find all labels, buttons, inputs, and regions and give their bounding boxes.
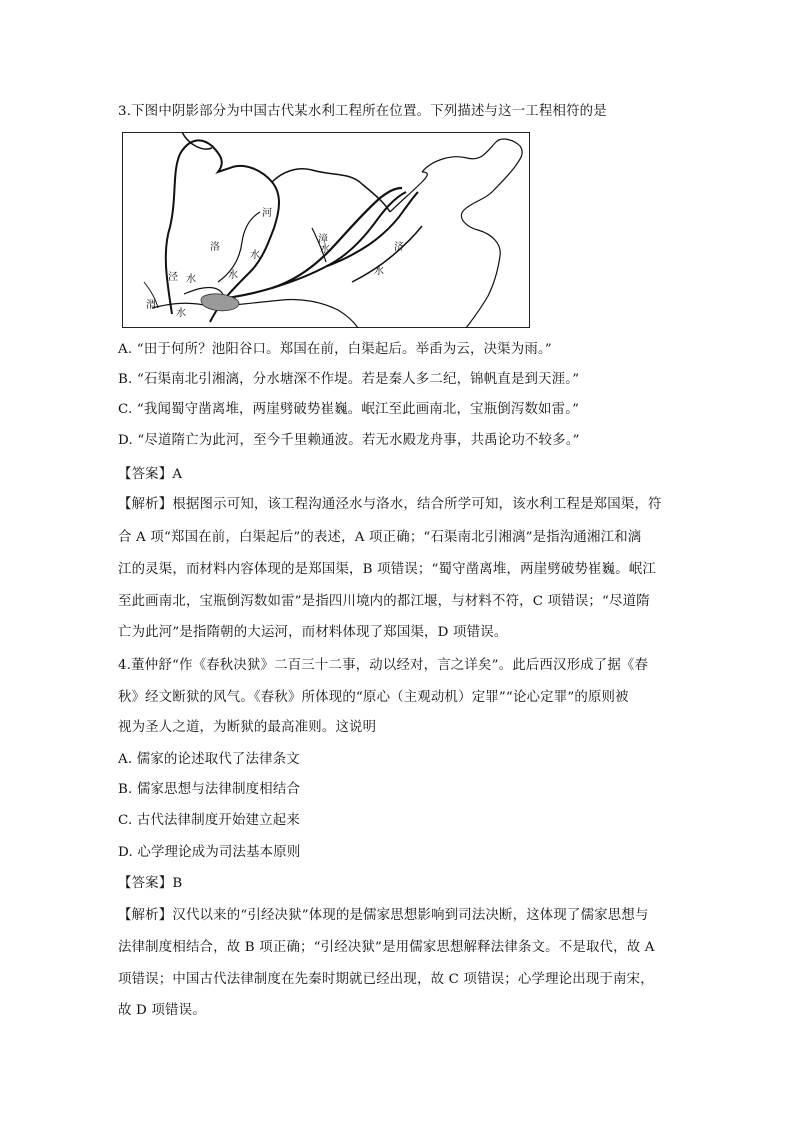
- map-label-he-shui: 水: [250, 250, 260, 261]
- map-label-ji: 济: [394, 242, 404, 253]
- q4-analysis-line-3: 项错误；中国古代法律制度在先秦时期就已经出现，故 C 项错误；心学理论出现于南宋，: [118, 972, 654, 987]
- map-label-zhang-shui: 水: [320, 244, 330, 255]
- q4-option-d: D. 心学理论成为司法基本原则: [118, 845, 301, 860]
- q3-stem: 3.下图中阴影部分为中国古代某水利工程所在位置。下列描述与这一工程相符的是: [118, 104, 607, 119]
- q4-analysis-line-4: 故 D 项错误。: [118, 1003, 206, 1018]
- map-label-luo: 洛: [210, 242, 220, 253]
- q4-stem-line-3: 视为圣人之道，为断狱的最高准则。这说明: [118, 720, 377, 735]
- map-label-jing: 泾: [168, 272, 178, 283]
- map-label-zhang: 漳: [318, 234, 328, 245]
- q4-option-a: A. 儒家的论述取代了法律条文: [118, 752, 300, 767]
- river-map-figure: [122, 132, 530, 328]
- q4-analysis-line-1: 【解析】汉代以来的“引经决狱”体现的是儒家思想影响到司法决断，这体现了儒家思想与: [118, 908, 649, 923]
- q4-stem-line-2: 秋》经文断狱的风气。《春秋》所体现的“原心（主观动机）定罪”“论心定罪”的原则被: [118, 690, 629, 705]
- map-label-jing-shui: 水: [186, 274, 196, 285]
- map-label-he: 河: [262, 208, 272, 219]
- q3-analysis-line-3: 江的灵渠，而材料内容体现的是郑国渠，B 项错误；“蜀守凿离堆，两崖劈破势崔巍。岷江: [118, 562, 656, 577]
- q4-option-c: C. 古代法律制度开始建立起来: [118, 813, 300, 828]
- q4-option-b: B. 儒家思想与法律制度相结合: [118, 782, 301, 797]
- map-label-wei-shui: 水: [176, 308, 186, 319]
- q3-analysis-line-2: 合 A 项“郑国在前，白渠起后”的表述，A 项正确；“石渠南北引湘漓”是指沟通湘江和漓: [118, 530, 642, 545]
- q4-answer: 【答案】B: [118, 876, 183, 891]
- map-label-luo-shui: 水: [228, 270, 238, 281]
- q3-analysis-line-5: 亡为此河”是指隋朝的大运河，而材料体现了郑国渠，D 项错误。: [118, 625, 508, 640]
- q3-option-b: B. “石渠南北引湘漓，分水塘深不作堤。若是秦人多二纪，锦帆直是到天涯。”: [118, 372, 580, 387]
- map-frame: [123, 133, 530, 328]
- map-label-ji-shui: 水: [374, 266, 384, 277]
- q3-analysis-line-1: 【解析】根据图示可知，该工程沟通泾水与洛水，结合所学可知，该水利工程是郑国渠，符: [118, 497, 662, 512]
- map-label-wei: 渭: [146, 300, 156, 311]
- q3-option-a: A. “田于何所？池阳谷口。郑国在前，白渠起后。举臿为云，决渠为雨。”: [118, 342, 552, 357]
- q3-answer: 【答案】A: [118, 467, 183, 482]
- river-map-svg: [122, 132, 530, 328]
- q3-option-d: D. “尽道隋亡为此河，至今千里赖通波。若无水殿龙舟事，共禹论功不较多。”: [118, 433, 580, 448]
- q4-analysis-line-2: 法律制度相结合，故 B 项正确；“引经决狱”是用儒家思想解释法律条文。不是取代，故 A: [118, 940, 655, 955]
- q3-analysis-line-4: 至此画南北，宝瓶倒泻数如雷”是指四川境内的都江堰，与材料不符，C 项错误；“尽道隋: [118, 594, 650, 609]
- q4-stem-line-1: 4.董仲舒“作《春秋决狱》二百三十二事，动以经对，言之详矣”。此后西汉形成了据《春: [118, 658, 649, 673]
- q3-option-c: C. “我闻蜀守凿离堆，两崖劈破势崔巍。岷江至此画南北，宝瓶倒泻数如雷。”: [118, 402, 580, 417]
